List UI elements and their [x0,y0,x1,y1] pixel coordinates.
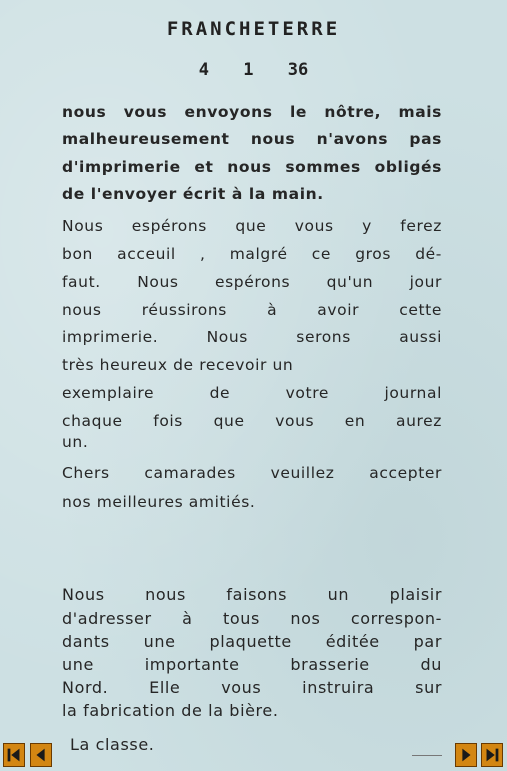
text-line: bon acceuil , malgré ce gros dé- [62,245,442,263]
text-line: d'adresser à tous nos correspon- [62,609,442,628]
first-page-button[interactable] [3,743,25,767]
text-line: un. [62,433,89,451]
text-line: Nord. Elle vous instruira sur [62,678,442,697]
next-page-icon [456,744,476,766]
newspaper-title: FRANCHETERRE [166,18,341,40]
text-line: Chers camarades veuillez accepter [62,464,442,482]
signature: La classe. [70,735,155,754]
previous-page-button[interactable] [30,743,52,767]
text-line: d'imprimerie et nous sommes obligés [62,158,442,176]
next-page-button[interactable] [455,743,477,767]
text-line: nous réussirons à avoir cette [62,301,442,319]
text-line: une importante brasserie du [62,655,442,674]
issue-date [0,60,507,80]
text-line: imprimerie. Nous serons aussi [62,328,442,346]
text-line: malheureusement nous n'avons pas [62,130,442,148]
text-line: de l'envoyer écrit à la main. [62,185,324,203]
previous-page-icon [31,744,51,766]
date-month: 1 [243,60,254,80]
first-page-icon [4,744,24,766]
text-line: la fabrication de la bière. [62,701,279,720]
text-line: faut. Nous espérons qu'un jour [62,273,442,291]
text-line: chaque fois que vous en aurez [62,412,442,430]
text-line: dants une plaquette éditée par [62,632,442,651]
last-page-icon [482,744,502,766]
text-line: exemplaire de votre journal [62,384,442,402]
text-line: Nous espérons que vous y ferez [62,217,442,235]
text-line: Nous nous faisons un plaisir [62,585,442,604]
last-page-button[interactable] [481,743,503,767]
date-day: 4 [198,60,209,80]
divider [412,755,442,756]
date-year: 36 [287,60,309,80]
text-line: très heureux de recevoir un [62,356,294,374]
text-line: nos meilleures amitiés. [62,493,256,511]
text-line: nous vous envoyons le nôtre, mais [62,103,442,121]
